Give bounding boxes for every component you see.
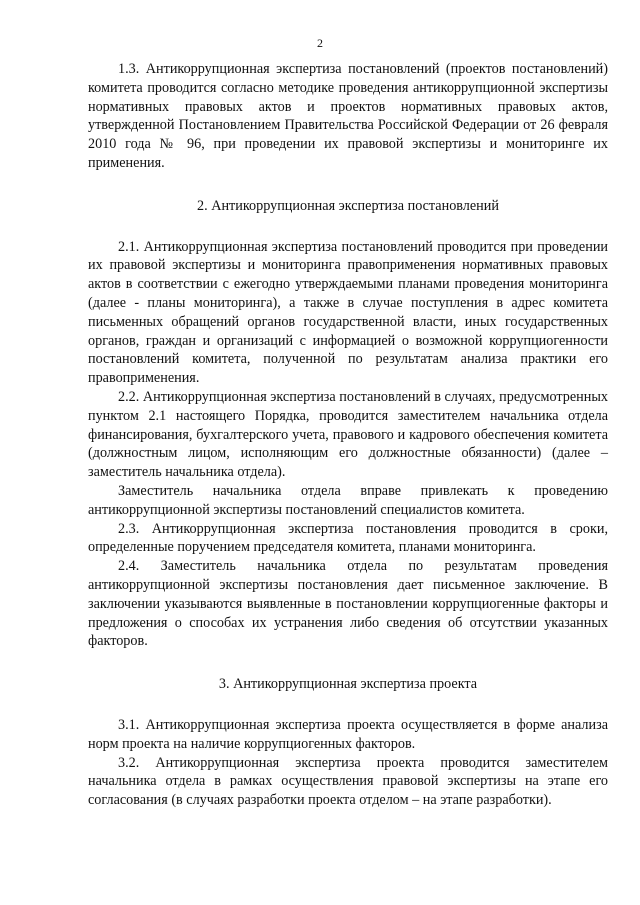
paragraph-2-3: 2.3. Антикоррупционная экспертиза постановления проводится в сроки, определенные поручением председателя комитета, планами мониторинга. xyxy=(88,520,608,556)
paragraph-2-1: 2.1. Антикоррупционная экспертиза постановлений проводится при проведении их правовой экспертизы и мониторинга правоприменения нормативных правовых актов в соответствии с ежегодно утверждаемыми планами проведения мониторинга (далее - планы мониторинга), а также в случае поступления в адрес комитета письменных обращений органов государственной власти, иных государственных органов, граждан и организаций с информацией о возможной коррупциогенности постановлений комитета, полученной по результатам анализа практики его правоприменения. xyxy=(88,238,608,387)
paragraph-1-3: 1.3. Антикоррупционная экспертиза постановлений (проектов постановлений) комитета проводится согласно методике проведения антикоррупционной экспертизы нормативных правовых актов и проектов нормативных правовых актов, утвержденной Постановлением Правительства Российской Федерации от 26 февраля 2010 года № 96, при проведении их правовой экспертизы и мониторинге их применения. xyxy=(88,61,608,171)
section-heading-2: 2. Антикоррупционная экспертиза постановлений xyxy=(197,197,499,214)
paragraph-3-2: 3.2. Антикоррупционная экспертиза проекта проводится заместителем начальника отдела в рамках осуществления правовой экспертизы на этапе его согласования (в случаях разработки проекта отделом – на этапе разработки). xyxy=(88,754,608,809)
paragraph-3-1: 3.1. Антикоррупционная экспертиза проекта осуществляется в форме анализа норм проекта на наличие коррупциогенных факторов. xyxy=(88,716,608,752)
paragraph-2-2-continuation: Заместитель начальника отдела вправе привлекать к проведению антикоррупционной экспертизы постановлений специалистов комитета. xyxy=(88,482,608,518)
document-body xyxy=(88,60,608,810)
section-heading-3: 3. Антикоррупционная экспертиза проекта xyxy=(218,676,478,693)
page-number: 2 xyxy=(317,36,323,50)
paragraph-2-2: 2.2. Антикоррупционная экспертиза постановлений в случаях, предусмотренных пунктом 2.1 настоящего Порядка, проводится заместителем начальника отдела финансирования, бухгалтерского учета, правового и кадрового обеспечения комитета (должностным лицом, исполняющим его должностные обязанности) (далее – заместитель начальника отдела). xyxy=(88,388,608,481)
paragraph-2-4: 2.4. Заместитель начальника отдела по результатам проведения антикоррупционной экспертизы постановления дает письменное заключение. В заключении указываются выявленные в постановлении коррупциогенные факторы и предложения о способах их устранения либо сведения об отсутствии указанных факторов. xyxy=(88,558,608,650)
